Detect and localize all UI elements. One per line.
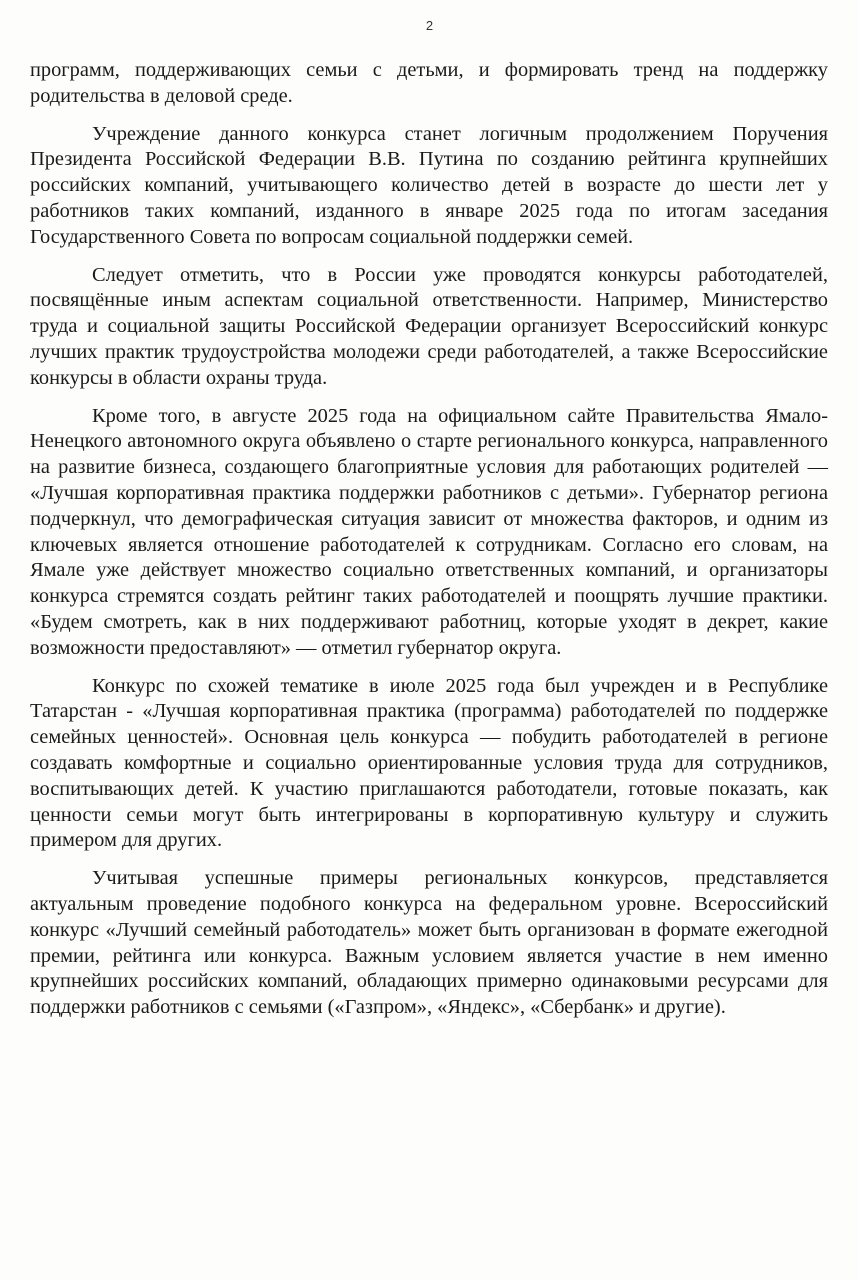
document-body — [30, 58, 828, 1033]
paragraph-tatarstan-contest: Конкурс по схожей тематике в июле 2025 года был учрежден и в Республике Татарстан - «Лучшая корпоративная практика (программа) работодателей по поддержке семейных ценностей». Основная цель конкурса — побудить работодателей в регионе создавать комфортные и социально ориентированные условия труда для сотрудников, воспитывающих детей. К участию приглашаются работодатели, готовые показать, как ценности семьи могут быть интегрированы в корпоративную культуру и служить примером для других. — [30, 674, 828, 852]
paragraph-existing-contests: Следует отметить, что в России уже проводятся конкурсы работодателей, посвящённые иным аспектам социальной ответственности. Например, Министерство труда и социальной защиты Российской Федерации организует Всероссийский конкурс лучших практик трудоустройства молодежи среди работодателей, а также Всероссийские конкурсы в области охраны труда. — [30, 263, 828, 389]
page-number: 2 — [425, 18, 434, 33]
paragraph-federal-proposal: Учитывая успешные примеры региональных конкурсов, представляется актуальным проведение подобного конкурса на федеральном уровне. Всероссийский конкурс «Лучший семейный работодатель» может быть организован в формате ежегодной премии, рейтинга или конкурса. Важным условием является участие в нем именно крупнейших российских компаний, обладающих примерно одинаковыми ресурсами для поддержки работников с семьями («Газпром», «Яндекс», «Сбербанк» и другие). — [30, 867, 828, 1019]
paragraph-continuation: программ, поддерживающих семьи с детьми, и формировать тренд на поддержку родительства в деловой среде. — [30, 59, 828, 107]
paragraph-presidential-order: Учреждение данного конкурса станет логичным продолжением Поручения Президента Российской Федерации В.В. Путина по созданию рейтинга крупнейших российских компаний, учитывающего количество детей в возрасте до шести лет у работников таких компаний, изданного в январе 2025 года по итогам заседания Государственного Совета по вопросам социальной поддержки семей. — [30, 122, 828, 248]
paragraph-yamal-contest: Кроме того, в августе 2025 года на официальном сайте Правительства Ямало-Ненецкого автономного округа объявлено о старте регионального конкурса, направленного на развитие бизнеса, создающего благоприятные условия для работающих родителей — «Лучшая корпоративная практика поддержки работников с детьми». Губернатор региона подчеркнул, что демографическая ситуация зависит от множества факторов, и одним из ключевых является отношение работодателей к сотрудникам. Согласно его словам, на Ямале уже действует множество социально ответственных компаний, и организаторы конкурса стремятся создать рейтинг таких работодателей и поощрять лучшие практики. «Будем смотреть, как в них поддерживают работниц, которые уходят в декрет, какие возможности предоставляют» — отметил губернатор округа. — [30, 404, 828, 659]
